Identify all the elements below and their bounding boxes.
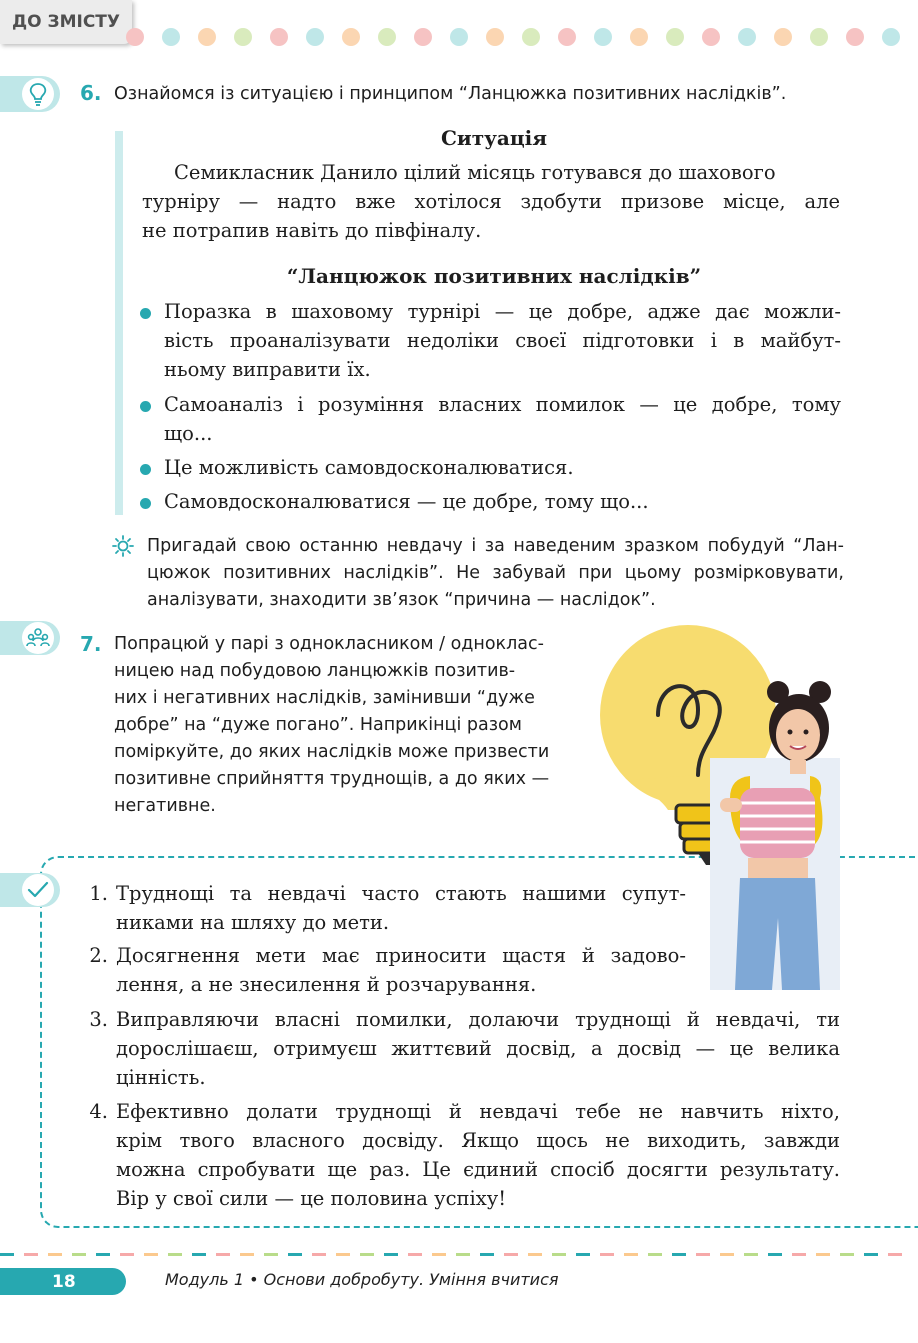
footer-dash xyxy=(312,1253,326,1256)
footer-dash xyxy=(720,1253,734,1256)
sun-icon xyxy=(112,535,134,561)
bullet-dot xyxy=(140,308,151,319)
checkmark-icon xyxy=(22,874,54,906)
footer-dash xyxy=(72,1253,86,1256)
footer-dash xyxy=(528,1253,542,1256)
task7-line: негативне. xyxy=(114,796,216,816)
task7-line: позитивне сприйняття труднощів, а до яких — xyxy=(114,769,550,789)
footer-dash xyxy=(216,1253,230,1256)
decor-dot xyxy=(162,28,180,46)
footer-dash xyxy=(672,1253,686,1256)
footer-dash xyxy=(696,1253,710,1256)
bullet-dot xyxy=(140,464,151,475)
bullet-line: Це можливість самовдосконалюватися. xyxy=(164,456,574,479)
decor-dot xyxy=(306,28,324,46)
summary-marker xyxy=(0,873,60,907)
list-item xyxy=(137,487,841,516)
decor-dot xyxy=(342,28,360,46)
bullet-dot xyxy=(140,498,151,509)
footer-dash xyxy=(96,1253,110,1256)
item-number: 2. xyxy=(89,944,108,967)
footer-dash xyxy=(120,1253,134,1256)
summary-line: крім твого власного досвіду. Якщо щось не виходить, завжди xyxy=(116,1129,840,1152)
bullet-line: Поразка в шаховому турнірі — це добре, адже дає можли- xyxy=(164,300,841,323)
footer-dash xyxy=(480,1253,494,1256)
footer-dash xyxy=(336,1253,350,1256)
girl-head xyxy=(760,680,840,780)
bullet-line: Самоаналіз і розуміння власних помилок — це добре, тому xyxy=(164,393,841,416)
list-item xyxy=(137,390,841,448)
bullet-line: вість проаналізувати недоліки своєї підготовки і в майбут- xyxy=(164,329,841,352)
decor-dot xyxy=(378,28,396,46)
footer-dash xyxy=(24,1253,38,1256)
footer-dash xyxy=(288,1253,302,1256)
situation-title: Ситуація xyxy=(440,126,548,150)
summary-item xyxy=(78,1005,840,1092)
footer-dash xyxy=(552,1253,566,1256)
decor-dot xyxy=(486,28,504,46)
summary-line: никами на шляху до мети. xyxy=(116,911,390,934)
footer-dash xyxy=(768,1253,782,1256)
bullet-dot xyxy=(140,401,151,412)
summary-line: лення, а не знесилення й розчарування. xyxy=(116,973,537,996)
footer-dash xyxy=(48,1253,62,1256)
reflection-line: Пригадай свою останню невдачу і за наведеним зразком побудуй “Лан- xyxy=(147,536,844,556)
summary-line: Труднощі та невдачі часто стають нашими супут- xyxy=(116,882,686,905)
situation-line: Семикласник Данило цілий місяць готувався до шахового xyxy=(174,161,776,184)
footer-dash xyxy=(432,1253,446,1256)
decor-dot xyxy=(234,28,252,46)
task7-line: поміркуйте, до яких наслідків може призвести xyxy=(114,742,550,762)
footer-dash xyxy=(624,1253,638,1256)
summary-line: Ефективно долати труднощі й невдачі тебе не навчить ніхто, xyxy=(116,1100,840,1123)
decor-dot xyxy=(594,28,612,46)
decor-dot xyxy=(666,28,684,46)
item-number: 4. xyxy=(89,1100,108,1123)
footer-dash xyxy=(576,1253,590,1256)
footer-dash xyxy=(504,1253,518,1256)
summary-line: можна спробувати ще раз. Це єдиний спосіб досягти результату. xyxy=(116,1158,840,1181)
decor-dot xyxy=(882,28,900,46)
list-item xyxy=(137,453,841,482)
footer-dashes xyxy=(0,1253,918,1257)
task7-line: Попрацюй у парі з однокласником / однoклас- xyxy=(114,634,544,654)
footer-dash xyxy=(888,1253,902,1256)
footer-dash xyxy=(264,1253,278,1256)
task7-number: 7. xyxy=(80,632,102,656)
summary-line: Вір у свої сили — це половина успіху! xyxy=(116,1187,507,1210)
task7-line: ницею над побудовою ланцюжків позитив- xyxy=(114,661,516,681)
summary-item xyxy=(78,941,686,999)
footer-dash xyxy=(192,1253,206,1256)
reflection-line: аналізувати, знаходити зв’язок “причина — наслідок”. xyxy=(147,590,656,610)
task7-marker xyxy=(0,621,60,655)
footer-dash xyxy=(408,1253,422,1256)
summary-line: дорослішаєш, отримуєш життєвий досвід, а досвід — це велика xyxy=(116,1037,840,1060)
item-number: 1. xyxy=(89,882,108,905)
footer-dash xyxy=(792,1253,806,1256)
item-number: 3. xyxy=(89,1008,108,1031)
decor-dot xyxy=(522,28,540,46)
toc-link[interactable]: ДО ЗМІСТУ xyxy=(0,0,132,44)
decor-dot xyxy=(558,28,576,46)
summary-line: Досягнення мети має приносити щастя й задово- xyxy=(116,944,686,967)
decorative-dots xyxy=(126,28,916,48)
bullet-line: ньому виправити їх. xyxy=(164,358,371,381)
bullet-line: що... xyxy=(164,422,213,445)
decor-dot xyxy=(450,28,468,46)
task6-instruction: Ознайомся із ситуацією і принципом “Ланцюжка позитивних наслідків”. xyxy=(114,84,787,104)
reflection-task xyxy=(112,533,844,614)
decor-dot xyxy=(126,28,144,46)
task7-line: добре” на “дуже погано”. Наприкінці разом xyxy=(114,715,522,735)
situation-text xyxy=(142,158,840,245)
decor-dot xyxy=(702,28,720,46)
footer-dash xyxy=(816,1253,830,1256)
situation-line: не потрапив навіть до півфіналу. xyxy=(142,219,482,242)
summary-item xyxy=(78,879,686,937)
footer-dash xyxy=(360,1253,374,1256)
situation-bar xyxy=(115,131,123,515)
footer-dash xyxy=(600,1253,614,1256)
decor-dot xyxy=(774,28,792,46)
task7-text xyxy=(114,631,564,820)
girl-photo xyxy=(710,758,840,990)
task6-number: 6. xyxy=(80,81,102,105)
decor-dot xyxy=(810,28,828,46)
decor-dot xyxy=(738,28,756,46)
summary-line: Виправляючи власні помилки, долаючи труднощі й невдачі, ти xyxy=(116,1008,840,1031)
footer-dash xyxy=(168,1253,182,1256)
page-number: 18 xyxy=(0,1268,126,1295)
footer-dash xyxy=(456,1253,470,1256)
decor-dot xyxy=(270,28,288,46)
task6-marker xyxy=(0,76,60,112)
reflection-line: цюжок позитивних наслідків”. Не забувай при цьому розмірковувати, xyxy=(147,563,844,583)
footer-dash xyxy=(648,1253,662,1256)
footer-dash xyxy=(144,1253,158,1256)
footer-dash xyxy=(240,1253,254,1256)
lightbulb-icon xyxy=(22,78,54,110)
summary-line: цінність. xyxy=(116,1066,206,1089)
module-title: Модуль 1 • Основи добробуту. Уміння вчитися xyxy=(165,1270,559,1289)
footer-dash xyxy=(744,1253,758,1256)
summary-item xyxy=(78,1097,840,1213)
decor-dot xyxy=(630,28,648,46)
footer-dash xyxy=(864,1253,878,1256)
decor-dot xyxy=(414,28,432,46)
footer-dash xyxy=(384,1253,398,1256)
group-icon xyxy=(22,622,54,654)
footer-dash xyxy=(0,1253,14,1256)
situation-line: турніру — надто вже хотілося здобути призове місце, але xyxy=(142,190,840,213)
decor-dot xyxy=(198,28,216,46)
footer-dash xyxy=(840,1253,854,1256)
bullet-line: Самовдосконалюватися — це добре, тому що... xyxy=(164,490,649,513)
list-item xyxy=(137,297,841,384)
chain-title: “Ланцюжок позитивних наслідків” xyxy=(286,264,702,288)
task7-line: них і негативних наслідків, замінивши “дуже xyxy=(114,688,535,708)
decor-dot xyxy=(846,28,864,46)
